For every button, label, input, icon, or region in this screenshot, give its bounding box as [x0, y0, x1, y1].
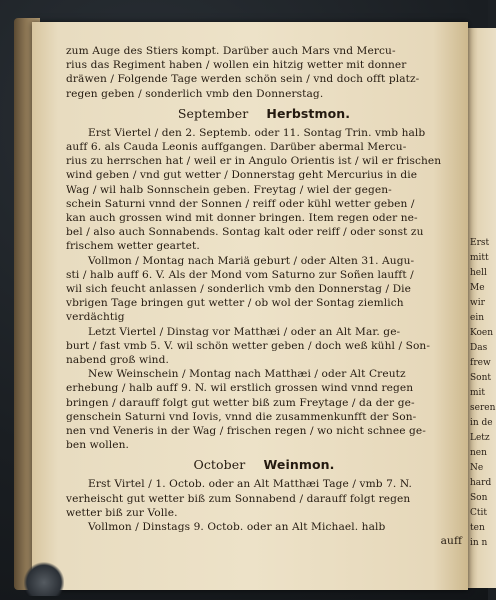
text-line: sti / halb auff 6. V. Als der Mond vom Saturno zur Soñen laufft /: [66, 268, 414, 281]
paragraph: [66, 254, 462, 325]
month-native-name: Weinmon.: [263, 457, 335, 473]
text-line: rius das Regiment haben / wollen ein hitzig wetter mit donner: [66, 59, 407, 72]
text-line: kan auch grossen wind mit donner bringen. Item regen oder ne-: [66, 212, 418, 225]
page-text: [66, 44, 462, 549]
text-line: erhebung / halb auff 9. N. wil erstlich grossen wind vnnd regen: [66, 382, 414, 395]
text-line: Letzt Viertel / Dinstag vor Matthæi / oder an Alt Mar. ge-: [88, 325, 401, 338]
text-line: New Weinschein / Montag nach Matthæi / oder Alt Creutz: [88, 368, 406, 381]
facing-page-fragment: in de: [470, 418, 493, 428]
text-line: bel / also auch Sonnabends. Sontag kalt oder reiff / oder sonst zu: [66, 226, 424, 239]
facing-page-fragment: ten: [470, 523, 485, 533]
paragraph: [66, 367, 462, 452]
paragraph: [66, 126, 462, 254]
facing-page-fragment: Me: [470, 283, 485, 293]
paragraph: [66, 325, 462, 368]
facing-page-fragment: ein: [470, 313, 485, 323]
month-name: October: [193, 457, 246, 473]
paragraph: [66, 477, 462, 520]
facing-page-fragment: hard: [470, 478, 492, 488]
text-line: regen geben / sonderlich vmb den Donnerstag.: [66, 87, 324, 100]
facing-page-fragment: nen: [470, 448, 487, 458]
page-clip-shadow: [24, 562, 64, 596]
facing-page-edge: [466, 28, 496, 588]
text-line: wind geben / vnd gut wetter / Donnerstag geht Mercurius in die: [66, 169, 418, 182]
text-line: wil sich feucht anlassen / sonderlich vmb den Donnerstag / Die: [66, 283, 412, 296]
facing-page-fragment: hell: [470, 268, 487, 278]
text-line: nen vnd Veneris in der Wag / frischen regen / wo nicht schnee ge-: [66, 425, 426, 438]
text-line: bringen / darauff folgt gut wetter biß zum Freytage / da der ge-: [66, 396, 415, 409]
text-line: frischem wetter geartet.: [66, 240, 200, 253]
text-line: vbrigen Tage bringen gut wetter / ob wol der Sontag ziemlich: [66, 297, 404, 310]
facing-page-fragment: Son: [470, 493, 488, 503]
text-line: zum Auge des Stiers kompt. Darüber auch Mars vnd Mercu-: [66, 45, 396, 57]
month-native-name: Herbstmon.: [266, 105, 351, 121]
text-line: nabend groß wind.: [66, 354, 169, 367]
facing-page-fragment: wir: [470, 298, 485, 308]
text-line: Erst Viertel / den 2. Septemb. oder 11. Sontag Trin. vmb halb: [88, 126, 426, 139]
facing-page-fragment: mitt: [470, 253, 489, 263]
facing-page-fragment: Das: [470, 343, 488, 353]
text-line: Erst Virtel / 1. Octob. oder an Alt Matthæi Tage / vmb 7. N.: [88, 478, 413, 491]
facing-page-fragment: Ne: [470, 463, 484, 473]
facing-page-fragment: Koen: [470, 328, 494, 338]
section-heading-september: [66, 103, 462, 125]
text-line: auff 6. als Cauda Leonis auffgangen. Darüber abermal Mercu-: [66, 141, 407, 154]
facing-page-fragment: Ctit: [470, 508, 487, 518]
text-line: wetter biß zur Volle.: [66, 506, 178, 519]
text-line: burt / fast vmb 5. V. wil schön wetter geben / doch weß kühl / Son-: [66, 339, 431, 352]
text-line: Vollmon / Montag nach Mariä geburt / oder Alten 31. Augu-: [88, 254, 415, 267]
facing-page-fragment: seren: [470, 403, 496, 413]
text-line: verheischt gut wetter biß zum Sonnabend / darauff folgt regen: [66, 492, 411, 505]
text-line: rius zu herrschen hat / weil er in Angulo Orientis ist / wil er frischen: [66, 155, 442, 168]
text-line: Vollmon / Dinstags 9. Octob. oder an Alt Michael. halb: [88, 521, 386, 534]
facing-page-fragment: Letz: [470, 433, 490, 443]
facing-page-fragment: frew: [470, 358, 491, 368]
text-line: dräwen / Folgende Tage werden schön sein / vnd doch offt platz-: [66, 73, 420, 86]
text-line: ben wollen.: [66, 439, 130, 452]
intro-block: [66, 44, 462, 101]
section-heading-october: [66, 454, 462, 476]
facing-page-fragment: Erst: [470, 238, 490, 248]
text-line: genschein Saturni vnd Iovis, vnnd die zusammenkunfft der Son-: [66, 410, 417, 423]
text-line: verdächtig: [66, 311, 125, 324]
facing-page-fragment: mit: [470, 388, 486, 398]
facing-page-fragment: Sont: [470, 373, 491, 383]
text-line: Wag / wil halb Sonnschein geben. Freytag / wiel der gegen-: [66, 183, 392, 196]
book-page: [32, 22, 468, 590]
month-name: September: [177, 105, 249, 121]
text-line: auff: [440, 535, 462, 548]
text-line: schein Saturni vnnd der Sonnen / reiff oder kühl wetter geben /: [66, 197, 415, 210]
paragraph: [66, 520, 462, 548]
facing-page-fragment: in n: [470, 538, 488, 548]
